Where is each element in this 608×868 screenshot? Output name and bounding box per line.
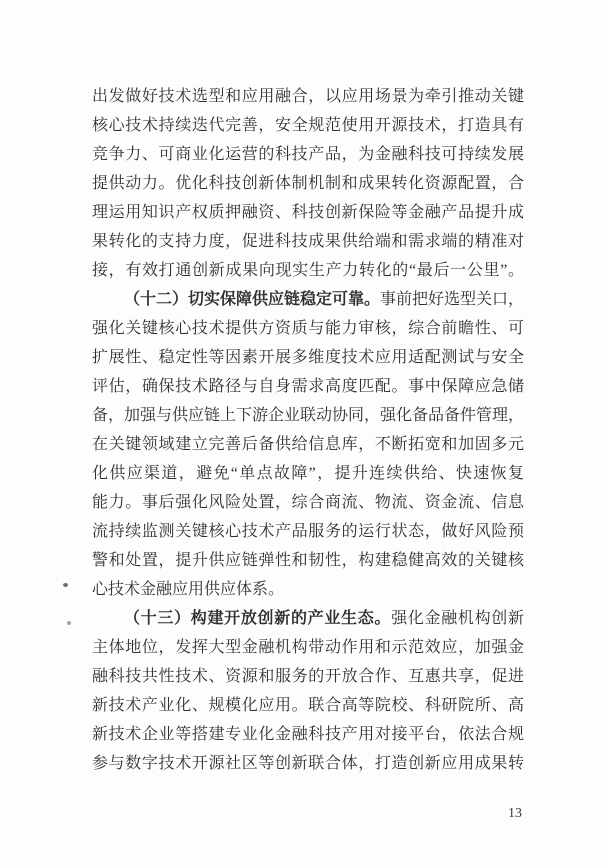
body-text <box>92 82 524 778</box>
section-12-heading: （十二）切实保障供应链稳定可靠。 <box>124 291 381 308</box>
section-13-heading: （十三）构建开放创新的产业生态。 <box>124 610 392 627</box>
text-line: 参与数字技术开源社区等创新联合体，打造创新应用成果转 <box>92 755 524 772</box>
text-line: 警和处置，提升供应链弹性和韧性，构建稳健高效的关键核 <box>92 552 524 569</box>
text-line: 主体地位，发挥大型金融机构带动作用和示范效应，加强金 <box>92 639 524 656</box>
text-line: 果转化的支持力度，促进科技成果供给端和需求端的精准对 <box>92 233 524 250</box>
section-12-lead-text: 事前把好选型关口， <box>380 291 524 308</box>
text-line: 核心技术持续迭代完善，安全规范使用开源技术，打造具有 <box>92 117 524 134</box>
text-line: 化供应渠道，避免“单点故障”，提升连续供给、快速恢复 <box>92 465 524 482</box>
text-line <box>92 604 524 633</box>
text-line: 融科技共性技术、资源和服务的开放合作、互惠共享，促进 <box>92 668 524 685</box>
text-line <box>92 285 524 314</box>
text-line: 在关键领域建立完善后备供给信息库，不断拓宽和加固多元 <box>92 436 524 453</box>
text-line: 出发做好技术选型和应用融合，以应用场景为牵引推动关键 <box>92 88 524 105</box>
page-number: 13 <box>508 806 522 821</box>
text-line: 新技术企业等搭建专业化金融科技产用对接平台，依法合规 <box>92 726 524 743</box>
text-line: 理运用知识产权质押融资、科技创新保险等金融产品提升成 <box>92 204 524 221</box>
section-13-lead-text: 强化金融机构创新 <box>391 610 524 627</box>
scan-speck <box>63 583 68 587</box>
text-line: 提供动力。优化科技创新体制机制和成果转化资源配置，合 <box>92 175 524 192</box>
text-line: 扩展性、稳定性等因素开展多维度技术应用适配测试与安全 <box>92 349 524 366</box>
text-line: 备，加强与供应链上下游企业联动协同，强化备品备件管理， <box>92 407 524 424</box>
text-line: 新技术产业化、规模化应用。联合高等院校、科研院所、高 <box>92 697 524 714</box>
text-line: 流持续监测关键核心技术产品服务的运行状态，做好风险预 <box>92 523 524 540</box>
text-line: 评估，确保技术路径与自身需求高度匹配。事中保障应急储 <box>92 378 524 395</box>
text-line: 竞争力、可商业化运营的科技产品，为金融科技可持续发展 <box>92 146 524 163</box>
text-line: 强化关键核心技术提供方资质与能力审核，综合前瞻性、可 <box>92 320 524 337</box>
text-line: 能力。事后强化风险处置，综合商流、物流、资金流、信息 <box>92 494 524 511</box>
text-line: 接，有效打通创新成果向现实生产力转化的“最后一公里”。 <box>92 262 524 279</box>
scan-speck <box>67 621 71 625</box>
text-line: 心技术金融应用供应体系。 <box>92 581 285 598</box>
